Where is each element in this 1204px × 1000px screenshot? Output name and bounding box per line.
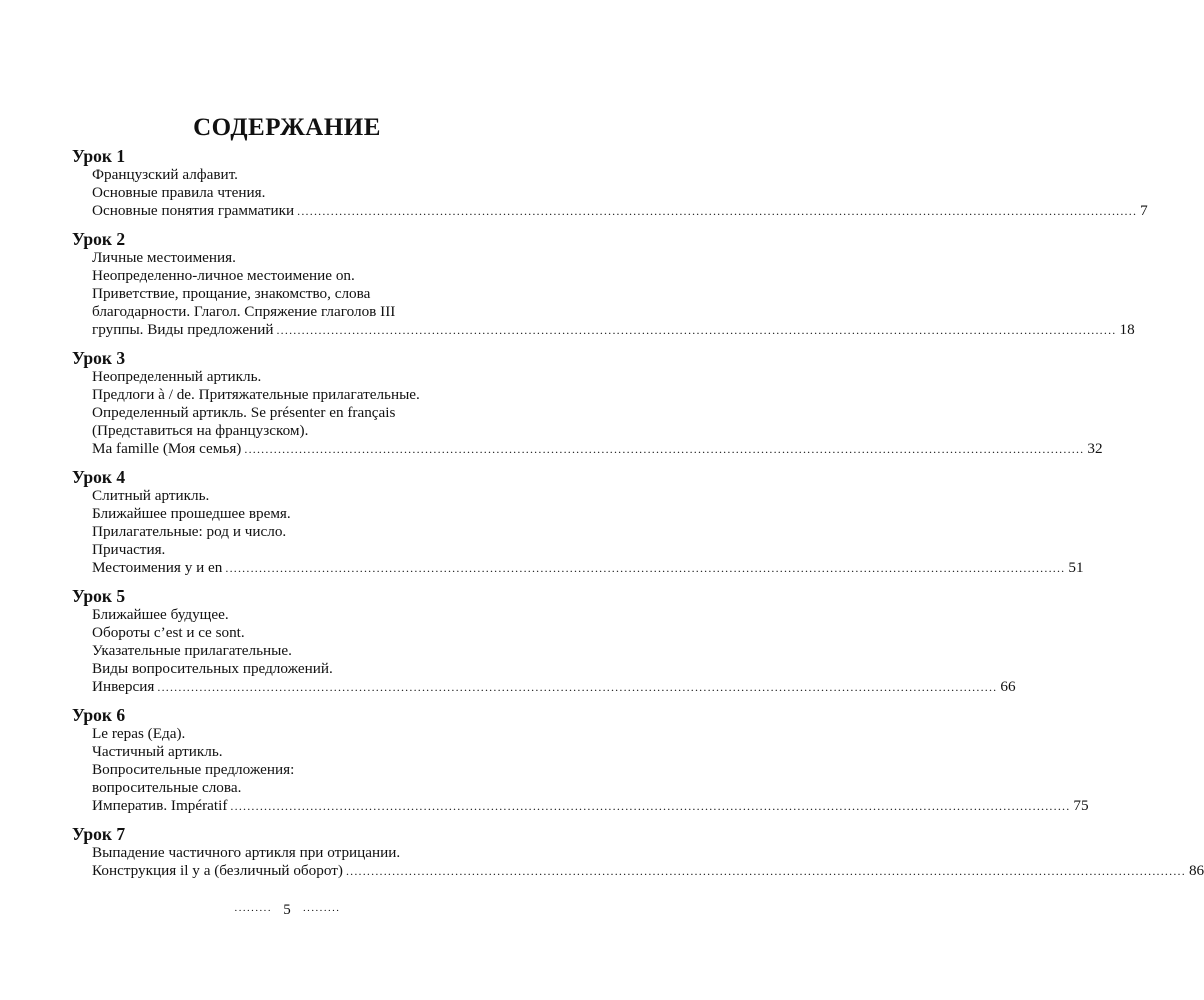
toc-topic-line: Выпадение частичного артикля при отрицании.	[92, 844, 401, 861]
page-title: СОДЕРЖАНИЕ	[193, 114, 381, 141]
dot-leader: ........................................................................................................................................................................................................	[345, 864, 1186, 878]
toc-lesson	[72, 229, 1135, 339]
lesson-heading: Урок 3	[72, 348, 126, 368]
dot-leader: ........................................................................................................................................................................................................	[230, 799, 1071, 813]
footer-right-dots: ·········	[302, 905, 340, 917]
lesson-heading: Урок 2	[72, 229, 126, 249]
dot-leader: ........................................................................................................................................................................................................	[244, 442, 1085, 456]
toc-page-number: 51	[1068, 559, 1084, 576]
toc-lesson	[72, 467, 1084, 577]
toc-topic-line: Слитный артикль.	[92, 487, 210, 504]
toc-entry-text: Конструкция il y a (безличный оборот)	[92, 862, 343, 879]
toc-topic-line: Французский алфавит.	[92, 166, 238, 183]
toc-topic-line: Причастия.	[92, 541, 166, 558]
toc-topic-line: Неопределенно-личное местоимение on.	[92, 267, 355, 284]
toc-topic-line: Определенный артикль. Se présenter en français	[92, 404, 396, 421]
table-of-contents	[72, 146, 1204, 889]
toc-topic-line: благодарности. Глагол. Спряжение глаголов III	[92, 303, 396, 320]
toc-entry-line	[72, 440, 1103, 458]
toc-page-number: 7	[1140, 202, 1148, 219]
toc-entry-text: Основные понятия грамматики	[92, 202, 295, 219]
toc-lesson	[72, 586, 1016, 696]
toc-topic-line: Вопросительные предложения:	[92, 761, 295, 778]
toc-topic-line: Частичный артикль.	[92, 743, 223, 760]
toc-page-number: 18	[1119, 321, 1135, 338]
toc-entry-text: Ma famille (Моя семья)	[92, 440, 242, 457]
toc-page-number: 66	[1000, 678, 1016, 695]
lesson-heading: Урок 4	[72, 467, 126, 487]
toc-entry-line	[72, 797, 1089, 815]
toc-entry-text: Императив. Impératif	[92, 797, 228, 814]
toc-entry-text: Местоимения y и en	[92, 559, 223, 576]
lesson-heading: Урок 6	[72, 705, 126, 725]
toc-topic-line: Приветствие, прощание, знакомство, слова	[92, 285, 371, 302]
lesson-heading: Урок 1	[72, 146, 126, 166]
toc-topic-line: Прилагательные: род и число.	[92, 523, 287, 540]
footer-left-dots: ·········	[234, 905, 272, 917]
toc-topic-line: Обороты c’est и ce sont.	[92, 624, 245, 641]
toc-page-number: 86	[1188, 862, 1204, 879]
toc-lesson	[72, 146, 1148, 220]
toc-topic-line: Неопределенный артикль.	[92, 368, 262, 385]
footer-page-number: 5	[283, 902, 291, 918]
dot-leader: ........................................................................................................................................................................................................	[157, 680, 998, 694]
dot-leader: ........................................................................................................................................................................................................	[225, 561, 1066, 575]
dot-leader: ........................................................................................................................................................................................................	[276, 323, 1117, 337]
toc-lesson	[72, 824, 1204, 880]
toc-lesson	[72, 705, 1089, 815]
lesson-heading: Урок 5	[72, 586, 126, 606]
page-footer	[72, 902, 502, 919]
toc-topic-line: вопросительные слова.	[92, 779, 242, 796]
toc-topic-line: Указательные прилагательные.	[92, 642, 292, 659]
toc-topic-line: Предлоги à / de. Притяжательные прилагательные.	[92, 386, 420, 403]
toc-entry-line	[72, 559, 1084, 577]
toc-entry-text: Инверсия	[92, 678, 155, 695]
toc-entry-text: группы. Виды предложений	[92, 321, 274, 338]
toc-topic-line: Le repas (Еда).	[92, 725, 186, 742]
toc-topic-line: Основные правила чтения.	[92, 184, 266, 201]
toc-topic-line: Ближайшее прошедшее время.	[92, 505, 291, 522]
toc-lesson	[72, 348, 1103, 458]
toc-entry-line	[72, 862, 1204, 880]
toc-entry-line	[72, 202, 1148, 220]
toc-entry-line	[72, 678, 1016, 696]
toc-topic-line: Ближайшее будущее.	[92, 606, 229, 623]
toc-entry-line	[72, 321, 1135, 339]
dot-leader: ........................................................................................................................................................................................................	[297, 204, 1138, 218]
toc-topic-line: (Представиться на французском).	[92, 422, 309, 439]
toc-topic-line: Виды вопросительных предложений.	[92, 660, 333, 677]
lesson-heading: Урок 7	[72, 824, 126, 844]
toc-page-number: 32	[1087, 440, 1103, 457]
toc-topic-line: Личные местоимения.	[92, 249, 236, 266]
toc-page-number: 75	[1073, 797, 1089, 814]
